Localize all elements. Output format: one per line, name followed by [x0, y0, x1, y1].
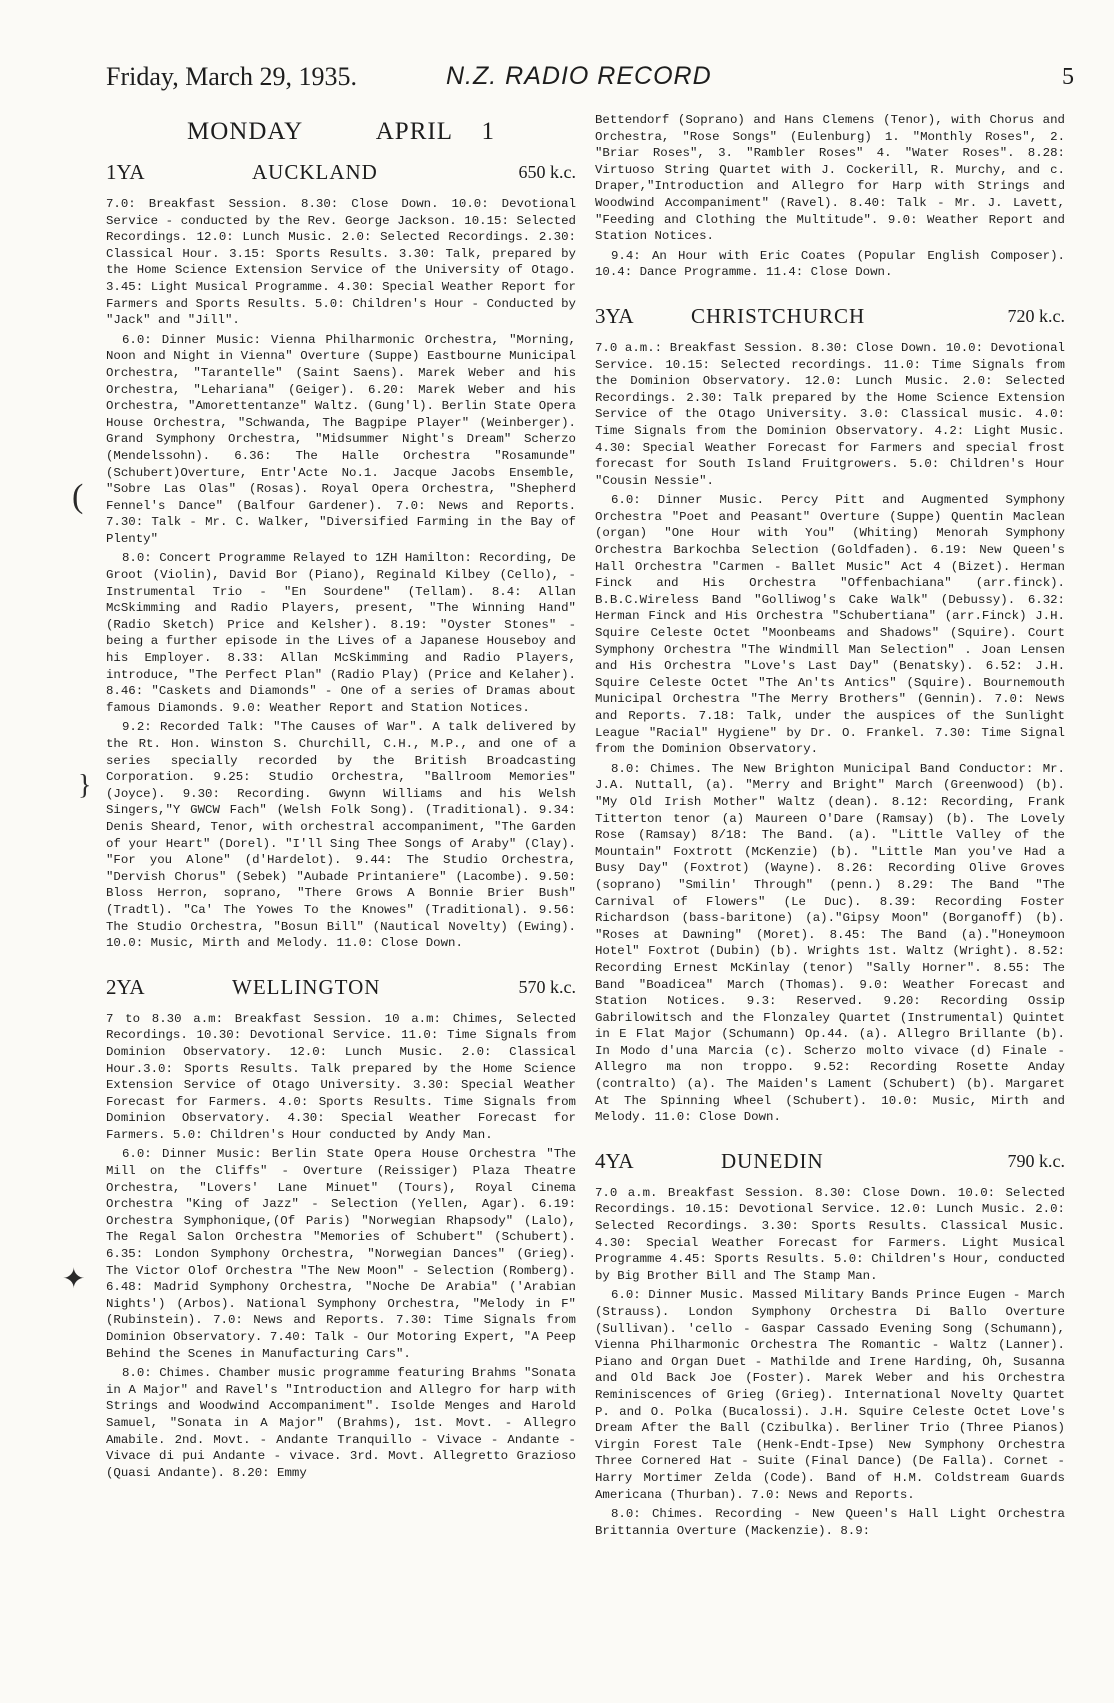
station-heading-dunedin	[595, 1145, 1065, 1179]
page-number: 5	[1062, 64, 1074, 90]
station-frequency: 650 k.c.	[518, 162, 576, 182]
margin-tick-mark: }	[78, 770, 92, 801]
program-paragraph: 7.0 a.m.: Breakfast Session. 8.30: Close Down. 10.0: Devotional Service. 10.15: Selected recordings. 11.0: Time Signals from the Dominion Observatory. 12.0: Lunch Music. 2.0: Selected Recordings. 2.30: Talk prepared by the Home Science Extension Service of the Otago University. 3.0: Classical music. 4.0: Time Signals from the Dominion Observatory. 4.2: Light Music. 4.30: Special Weather Forecast for Farmers and special frost forecast for South Island Fruitgrowers. 5.0: Children's Hour "Cousin Nessie".	[595, 340, 1065, 488]
station-code: 4YA	[595, 1148, 634, 1173]
program-paragraph: 7.0: Breakfast Session. 8.30: Close Down. 10.0: Devotional Service - conducted by the Rev. George Jackson. 10.15: Selected Recordings. 12.0: Lunch Music. 2.0: Selected Recordings. 2.30: Classical Hour. 3.15: Sports Results. 3.30: Talk, prepared by the Home Science Extension Service of the University of Otago. 3.45: Light Musical Programme. 4.30: Special Weather Report for Farmers and Sports Results. 5.0: Children's Hour - Conducted by "Jack" and "Jill".	[106, 197, 576, 328]
month: APRIL	[375, 118, 453, 145]
program-paragraph: 6.0: Dinner Music: Berlin State Opera House Orchestra "The Mill on the Cliffs" - Overture (Reissiger) Plaza Theatre Orchestra, "Lovers' Lane Minuet" (Tours), Royal Cinema Orchestra "King of Jazz" - Selection (Yellen, Agar). 6.19: Orchestra Symphonique,(Of Paris) "Norwegian Rhapsody" (Lalo), The Regal Salon Orchestra "Memories of Schubert" (Schubert). 6.35: London Symphony Orchestra, "Norwegian Dances" (Grieg). The Victor Olof Orchestra "The New Moon" - Selection (Romberg). 6.48: Madrid Symphony Orchestra, "Noche De Arabia" ('Arabian Nights') (Arbos). National Symphony Orchestra, "Melody in F" (Rubinstein). 7.0: News and Reports. 7.30: Time Signals from Dominion Observatory. 7.40: Talk - Our Motoring Expert, "A Peep Behind the Scenes in Manufacturing Cars".	[106, 1147, 576, 1361]
margin-blot-mark: ✦	[62, 1264, 86, 1295]
station-city: AUCKLAND	[252, 160, 378, 184]
program-paragraph: 8.0: Concert Programme Relayed to 1ZH Hamilton: Recording, De Groot (Violin), David Bor (Piano), Reginald Kilbey (Cello), - Instrumental Trio - "En Sourdene" (Tellam). 8.4: Allan McSkimming and Radio Players, present, "The Winning Hand" (Radio Sketch) Price and Kelsher). 8.19: "Oyster Stones" - being a further episode in the Lives of a Japanese Houseboy and his Employer. 8.33: Allan McSkimming and Radio Players, introduce, "The Perfect Plan" (Radio Play) (Price and Kelaher). 8.46: "Caskets and Diamonds" - One of a series of Dramas about famous Diamonds. 9.0: Weather Report and Station Notices.	[106, 551, 576, 715]
program-paragraph: 6.0: Dinner Music: Vienna Philharmonic Orchestra, "Morning, Noon and Night in Vienna" Overture (Suppe) Eastbourne Municipal Orchestra, "Tarantelle" (Saint Saens). Marek Weber and his Orchestra, "Lehariana" (Geiger). 6.20: Marek Weber and his Orchestra, "Amorettentanze" Waltz. (Gung'l). Berlin State Opera House Orchestra, "Schwanda, The Bagpipe Player" (Weinberger). Grand Symphony Orchestra, "Midsummer Night's Dream" Scherzo (Mendelssohn). 6.36: The Halle Orchestra "Rosamunde" (Schubert)Overture, Entr'Acte No.1. Jacque Jacobs Ensemble, "Sobre Las Olas" (Rosas). Royal Opera Orchestra, "Shepherd Fennel's Dance" (Balfour Gardener). 7.0: News and Reports. 7.30: Talk - Mr. C. Walker, "Diversified Farming in the Bay of Plenty"	[106, 332, 576, 546]
station-code: 1YA	[106, 160, 145, 184]
day-heading	[106, 118, 576, 146]
station-frequency: 720 k.c.	[1007, 305, 1065, 326]
station-heading-christchurch	[595, 300, 1065, 334]
station-city: DUNEDIN	[721, 1148, 824, 1173]
program-paragraph: 8.0: Chimes. The New Brighton Municipal Band Conductor: Mr. J.A. Nuttall, (a). "Merry and Bright" March (Greenwood) (b). "My Old Irish Mother" Waltz (dean). 8.12: Recording, Frank Titterton tenor (a) Maureen O'Dare (Ramsay) (b). The Lovely Rose (Ramsay) 8/18: The Band. (a). "Little Valley of the Mountain" Foxtrott (McKenzie) (b). "Little Man you've Had a Busy Day" (Foxtrot) (Wayne). 8.26: Recording Olive Groves (soprano) "Smilin' Through" (penn.) 8.29: The Band "The Carnival of Flowers" (Le Duc). 8.39: Recording Foster Richardson (bass-baritone) (a)."Gipsy Moon" (Borganoff) (b). "Roses at Dawning" (Moret). 8.45: The Band (a)."Honeymoon Hotel" Foxtrot (Dubin) (b). Wrights 1st. Waltz (Wright). 8.52: Recording Ernest McKinlay (tenor) "Sally Horner". 8.55: The Band "Boadicea" March (Thomas). 9.0: Weather Forecast and Station Notices. 9.3: Reserved. 9.20: Recording Ossip Gabrilowitsch and the Flonzaley Quartet (Instrumental) Quintet in E Flat Major (Schumann) Op.44. (a). Allegro Brillante (b). In Modo d'una Marcia (c). Scherzo molto vivace (d) Finale - Allegro ma non troppo. 9.52: Recording Rosette Anday (contralto) (a). The Maiden's Lament (Schubert) (b). Margaret At The Spinning Wheel (Schubert). 10.0: Music, Mirth and Melody. 11.0: Close Down.	[595, 761, 1065, 1125]
weekday: MONDAY	[187, 118, 304, 145]
margin-bracket-mark: (	[72, 478, 84, 515]
day-number: 1	[481, 118, 495, 145]
program-paragraph: 7.0 a.m. Breakfast Session. 8.30: Close Down. 10.0: Selected Recordings. 10.15: Devotional Service. 12.0: Lunch Music. 2.0: Selected Recordings. 3.30: Sports Results. Classical Music. 4.30: Special Weather Forecast for Farmers. Light Musical Programme 4.45: Sports Results. 5.0: Children's Hour, conducted by Big Brother Bill and The Stamp Man.	[595, 1185, 1065, 1283]
station-code: 2YA	[106, 974, 145, 999]
program-paragraph: Bettendorf (Soprano) and Hans Clemens (Tenor), with Chorus and Orchestra, "Rose Songs" (Eulenburg) 1. "Monthly Roses", 2. "Briar Roses", 3. "Rambler Roses" 4. "Water Roses". 8.28: Virtuoso String Quartet with J. Cockerill, R. Murchy, and c. Draper,"Introduction and Allegro for Harp with Strings and Woodwind Accompaniment" (Ravel). 8.40: Talk - Mr. J. Lavett, "Feeding and Clothing the Multitude". 9.0: Weather Report and Station Notices.	[595, 113, 1065, 244]
program-paragraph: 9.2: Recorded Talk: "The Causes of War". A talk delivered by the Rt. Hon. Winston S. Churchill, C.H., M.P., and one of a series specially recorded by the British Broadcasting Corporation. 9.25: Studio Orchestra, "Ballroom Memories" (Joyce). 9.30: Recording. Gwynn Williams and his Welsh Singers,"Y GWCW Fach" (Welsh Folk Song). (Traditional). 9.34: Denis Sheard, Tenor, with orchestral accompaniment, "The Garden of your Heart" (Dorel). "I'll Sing Thee Songs of Araby" (Clay). "For you Alone" (d'Hardelot). 9.44: The Studio Orchestra, "Dervish Chorus" (Sebek) "Aubade Printaniere" (Lacombe). 9.50: Bloss Herron, soprano, "There Grows A Bonnie Brier Bush" (Tradtl). "Ca' The Yowes To the Knowes" (Traditional). 9.56: The Studio Orchestra, "Bosun Bill" (Nautical Novelty) (Ewing). 10.0: Music, Mirth and Melody. 11.0: Close Down.	[106, 720, 576, 951]
program-paragraph: 8.0: Chimes. Chamber music programme featuring Brahms "Sonata in A Major" and Ravel's "Introduction and Allegro for harp with Strings and Woodwind Accompaniment". Isolde Menges and Harold Samuel, "Sonata in A Major" (Brahms), 1st. Movt. - Allegro Amabile. 2nd. Movt. - Andante Tranquillo - Vivace - Andante - Vivace di pui Andante - vivace. 3rd. Movt. Allegretto Grazioso (Quasi Andante). 8.20: Emmy	[106, 1366, 576, 1480]
station-frequency: 790 k.c.	[1007, 1150, 1065, 1171]
station-code: 3YA	[595, 303, 634, 328]
station-heading-wellington	[106, 971, 576, 1005]
right-column	[595, 112, 1065, 1542]
program-paragraph: 9.4: An Hour with Eric Coates (Popular English Composer). 10.4: Dance Programme. 11.4: Close Down.	[595, 248, 1065, 280]
station-city: WELLINGTON	[232, 974, 381, 999]
issue-date: Friday, March 29, 1935.	[106, 62, 358, 91]
program-paragraph: 6.0: Dinner Music. Percy Pitt and Augmented Symphony Orchestra "Poet and Peasant" Overture (Suppe) Quentin Maclean (organ) "One Hour with You" (Whiting) Menorah Symphony Orchestra Barkochba Selection (Goldfaden). 6.19: New Queen's Hall Orchestra "Carmen - Ballet Music" Act 4 (Bizet). Herman Finck and His Orchestra "Offenbachiana" (arr.finck). B.B.C.Wireless Band "Golliwog's Cake Walk" (Debussy). 6.32: Herman Finck and His Orchestra "Schubertiana" (arr.Finck) J.H. Squire Celeste Octet "Moonbeams and Shadows" (Squire). Court Symphony Orchestra "The Windmill Man Selection" . Joan Lensen and His Orchestra "Love's Last Day" (Benatsky). 6.52: J.H. Squire Celeste Octet "The An'ts Antics" (Squire). Bournemouth Municipal Orchestra "The Merry Brothers" (Gennin). 7.0: News and Reports. 7.18: Talk, under the auspices of the Sunlight League "Racial" Hygiene" by Dr. O. Frankel. 7.30: Time Signal from the Dominion Observatory.	[595, 493, 1065, 757]
program-paragraph: 8.0: Chimes. Recording - New Queen's Hall Light Orchestra Brittannia Overture (Mackenzie). 8.9:	[595, 1507, 1065, 1538]
program-paragraph: 7 to 8.30 a.m: Breakfast Session. 10 a.m: Chimes, Selected Recordings. 10.30: Devotional Service. 11.0: Time Signals from Dominion Observatory. 12.0: Lunch Music. 2.0: Classical Hour.3.0: Sports Results. Talk prepared by the Home Science Extension Service of Otago University. 3.30: Special Weather Forecast for Farmers. 4.0: Sports Results. Time Signals from Dominion Observatory. 4.30: Special Weather Forecast for Farmers. 5.0: Children's Hour conducted by Andy Man.	[106, 1011, 576, 1142]
left-column	[106, 112, 576, 1484]
station-frequency: 570 k.c.	[518, 976, 576, 997]
program-paragraph: 6.0: Dinner Music. Massed Military Bands Prince Eugen - March (Strauss). London Symphony Orchestra Di Ballo Overture (Sullivan). 'cello - Gaspar Cassado Evening Song (Schumann), Vienna Philharmonic Orchestra The Romantic - Waltz (Lanner). Piano and Organ Duet - Mathilde and Irene Harding, Oh, Susanna and Old Back Joe (Foster). Marek Weber and his Orchestra Reminiscences of Grieg (Grieg). International Novelty Quartet P. and O. Polka (Bucalossi). J.H. Squire Celeste Octet Love's Dream After the Ball (Czibulka). Berliner Trio (Three Pianos) Virgin Forest Tale (Henk-Endt-Ipse) New Symphony Orchestra Three Cornered Hat - Suite (Final Dance) (De Falla). Cornet - Harry Mortimer Zelda (Code). Band of H.M. Coldstream Guards Americana (Thurban). 7.0: News and Reports.	[595, 1288, 1065, 1502]
publication-title: N.Z. RADIO RECORD	[446, 62, 712, 90]
station-heading-auckland	[106, 156, 576, 190]
station-city: CHRISTCHURCH	[691, 303, 866, 328]
page-header	[0, 62, 1114, 102]
